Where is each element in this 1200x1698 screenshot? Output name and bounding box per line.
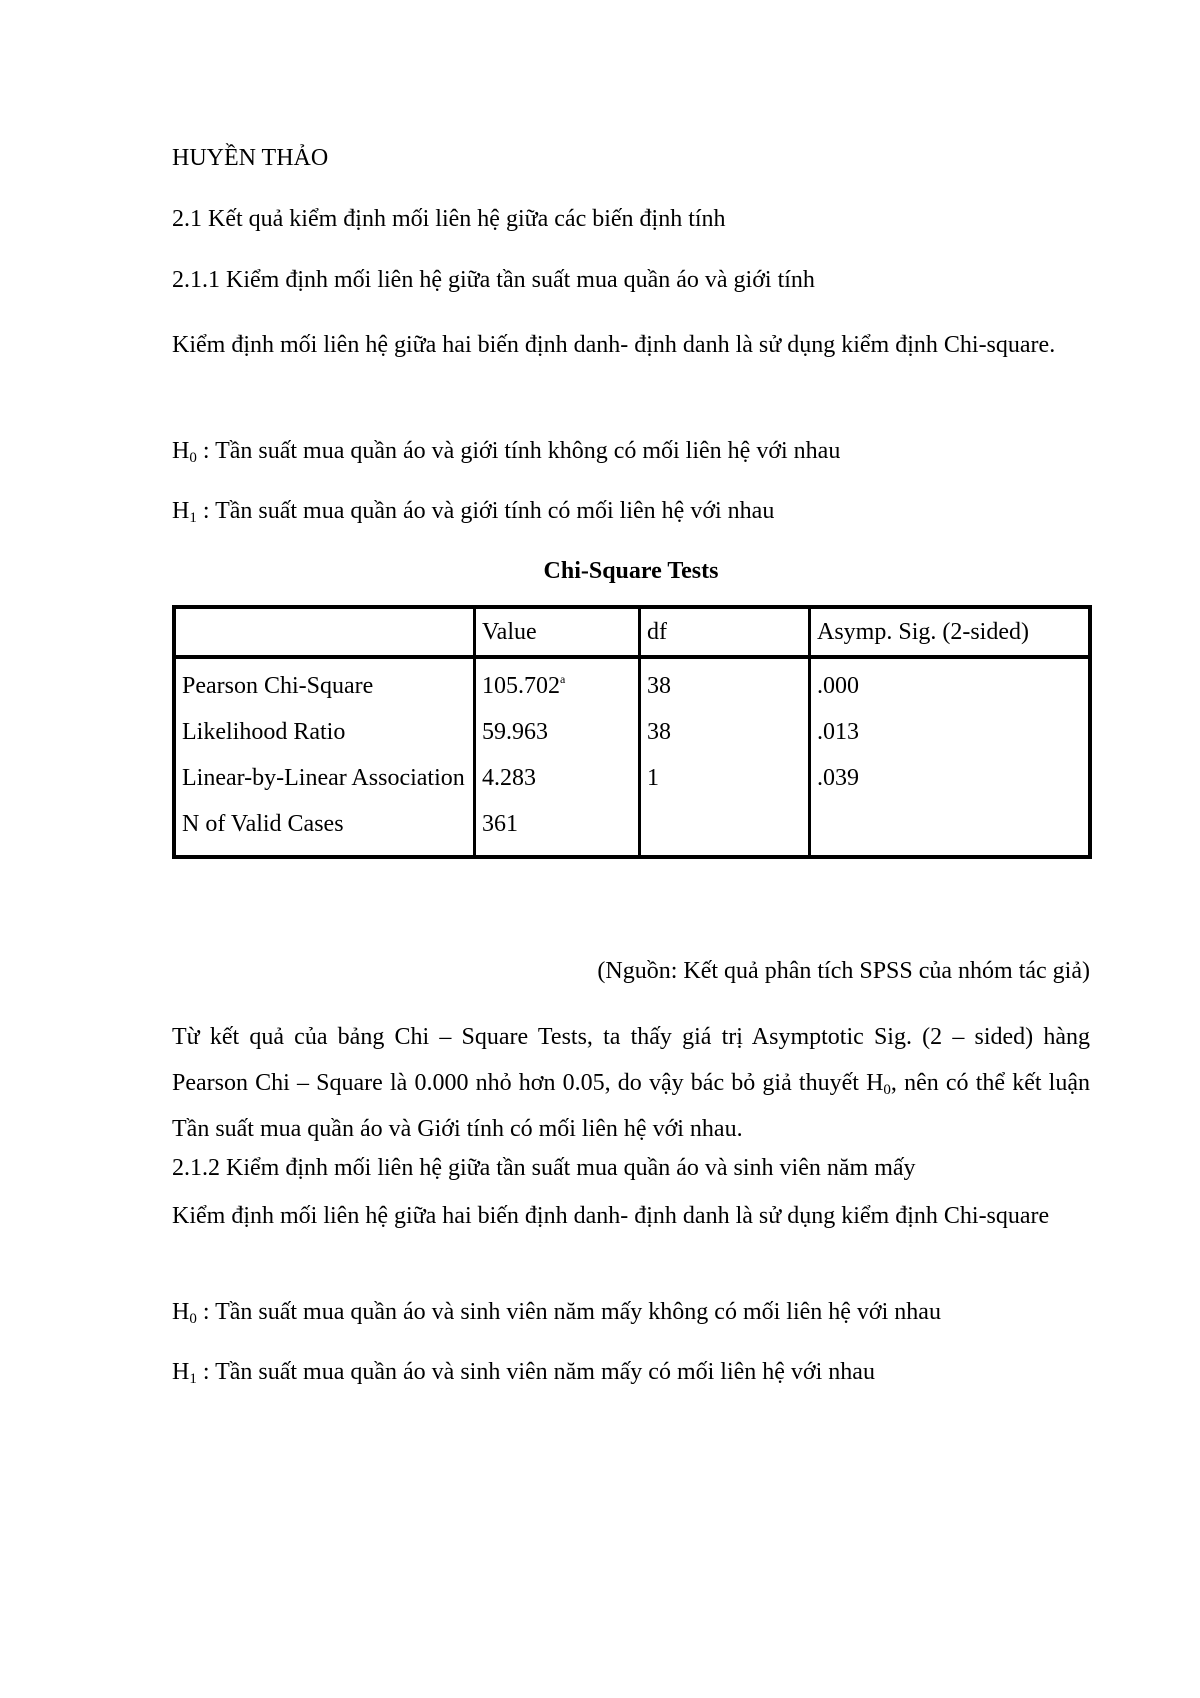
row-df: 1 (640, 755, 810, 801)
row-value: 4.283 (475, 755, 640, 801)
row-value: 361 (475, 801, 640, 857)
row-sig: .039 (817, 765, 859, 791)
table-row (174, 709, 1090, 755)
row-label: Linear-by-Linear Association (174, 755, 475, 801)
row-label: Likelihood Ratio (174, 709, 475, 755)
header-cell-empty (174, 607, 475, 657)
footnote-marker: a (560, 672, 566, 686)
section-heading-2-1: 2.1 Kết quả kiểm định mối liên hệ giữa các biến định tính (172, 206, 726, 232)
chi-square-table (172, 605, 1092, 859)
intro-paragraph-1: Kiểm định mối liên hệ giữa hai biến định danh- định danh là sử dụng kiểm định Chi-square. (172, 332, 1056, 358)
hypothesis-h0-1: H0 : Tần suất mua quần áo và giới tính không có mối liên hệ với nhau (172, 438, 841, 466)
table-row (174, 755, 1090, 801)
row-sig (810, 801, 1091, 857)
author-name: HUYỀN THẢO (172, 145, 329, 171)
row-df: 38 (640, 709, 810, 755)
table-row (174, 801, 1090, 857)
row-label: Pearson Chi-Square (174, 657, 475, 709)
intro-paragraph-2: Kiểm định mối liên hệ giữa hai biến định danh- định danh là sử dụng kiểm định Chi-square (172, 1203, 1050, 1229)
section-heading-2-1-2: 2.1.2 Kiểm định mối liên hệ giữa tần suất mua quần áo và sinh viên năm mấy (172, 1155, 916, 1181)
row-sig: .000 (817, 673, 859, 699)
hypothesis-h0-2: H0 : Tần suất mua quần áo và sinh viên năm mấy không có mối liên hệ với nhau (172, 1299, 941, 1327)
row-df: 38 (640, 657, 810, 709)
table-caption: Chi-Square Tests (543, 558, 719, 584)
row-label: N of Valid Cases (174, 801, 475, 857)
hypothesis-h1-2: H1 : Tần suất mua quần áo và sinh viên năm mấy có mối liên hệ với nhau (172, 1359, 875, 1387)
table-header-row (174, 607, 1090, 657)
header-cell-value: Value (475, 607, 640, 657)
row-value: 105.702$^a$ (475, 657, 640, 709)
section-heading-2-1-1: 2.1.1 Kiểm định mối liên hệ giữa tần suất mua quần áo và giới tính (172, 267, 815, 293)
header-cell-df: df (640, 607, 810, 657)
header-cell-sig: Asymp. Sig. (2-sided) (810, 607, 1091, 657)
row-value: 59.963 (475, 709, 640, 755)
hypothesis-h1-1: H1 : Tần suất mua quần áo và giới tính có mối liên hệ với nhau (172, 498, 775, 526)
row-sig: .013 (817, 719, 859, 745)
conclusion-paragraph: Từ kết quả của bảng Chi – Square Tests, ta thấy giá trị Asymptotic Sig. (2 – sided) hàng Pearson Chi – Square là 0.000 nhỏ hơn 0.05, do vậy bác bỏ giả thuyết H0, nên có thể kết luận Tần suất mua quần áo và Giới tính có mối liên hệ với nhau. (172, 1024, 1091, 1142)
source-note: (Nguồn: Kết quả phân tích SPSS của nhóm tác giả) (597, 958, 1090, 984)
table-row (174, 657, 1090, 709)
row-df (640, 801, 810, 857)
